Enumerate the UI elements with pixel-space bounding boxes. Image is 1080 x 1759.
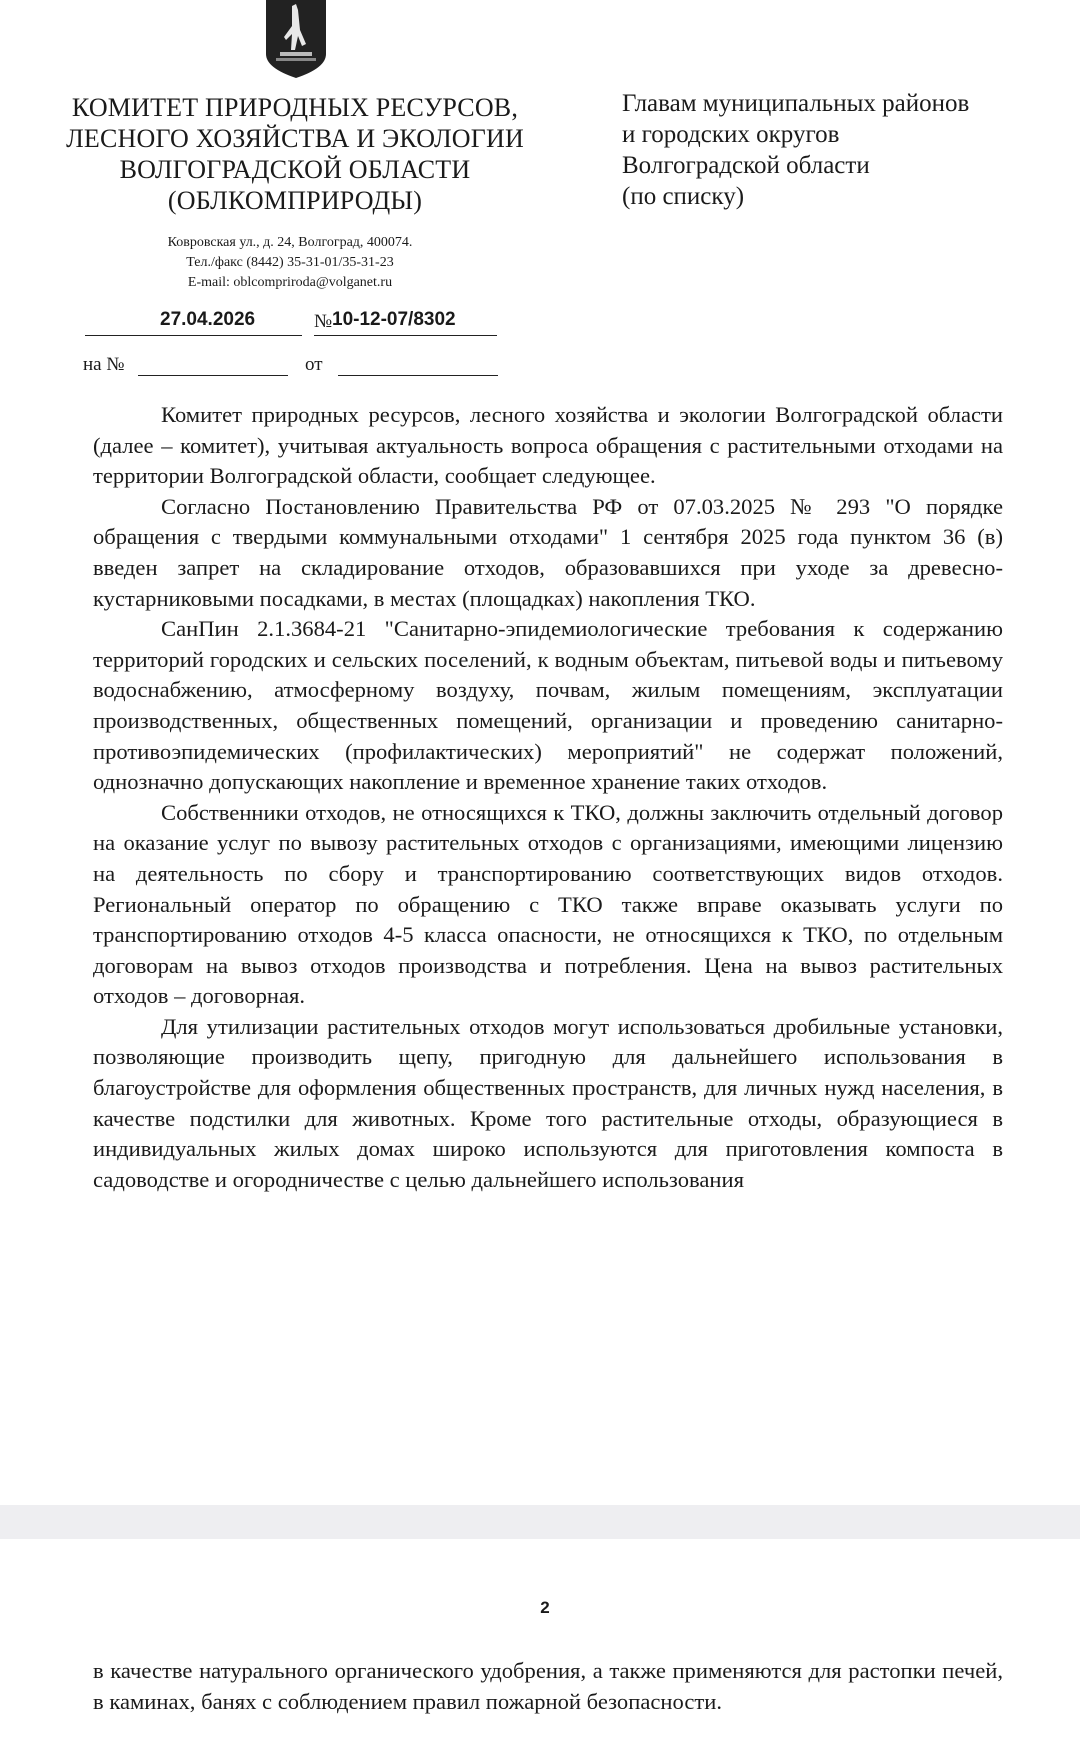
reply-to-label: на № [83, 354, 125, 375]
date-underline [85, 335, 302, 336]
addressee-line: (по списку) [622, 183, 745, 210]
document-number: 10-12-07/8302 [332, 309, 456, 330]
org-line: КОМИТЕТ ПРИРОДНЫХ РЕСУРСОВ, [71, 93, 519, 122]
letter-body [93, 400, 1003, 1195]
page-separator [0, 1505, 1080, 1539]
addressee-line: Волгоградской области [622, 152, 870, 179]
document-page-2 [0, 1539, 1080, 1759]
reply-to-underline [138, 375, 288, 376]
organization-contacts [120, 233, 460, 293]
body-paragraph: Для утилизации растительных отходов могут использоваться дробильные установки, позволяющие производить щепу, пригодную для дальнейшего использования в благоустройстве для оформления общественных пространств, для личных нужд населения, в качестве подстилки для животных. Кроме того растительные отходы, образующиеся в индивидуальных жилых домах широко используются для приготовления компоста в садоводстве и огородничестве с целью дальнейшего использования [93, 1013, 1003, 1192]
body-paragraph: Собственники отходов, не относящихся к ТКО, должны заключить отдельный договор на оказание услуг по вывозу растительных отходов с организациями, имеющими лицензию на деятельность по сбору и транспортированию соответствующих видов отходов. Региональный оператор по обращению с ТКО также вправе оказывать услуги по транспортированию отходов 4-5 класса опасности, не относящихся к ТКО, по отдельным договорам на вывоз отходов производства и потребления. Цена на вывоз растительных отходов – договорная. [93, 799, 1003, 1009]
from-underline [338, 375, 498, 376]
org-line: (ОБЛКОМПРИРОДЫ) [167, 186, 423, 215]
body-paragraph: Комитет природных ресурсов, лесного хозяйства и экологии Волгоградской области (далее – комитет), учитывая актуальность вопроса обращения с растительными отходами на территории Волгоградской области, сообщает следующее. [93, 402, 1003, 489]
number-underline [314, 335, 497, 336]
from-label: от [305, 354, 323, 375]
body-paragraph: в качестве натурального органического удобрения, а также применяются для растопки печей, в каминах, банях с соблюдением правил пожарной безопасности. [93, 1658, 1003, 1714]
phone-line: Тел./факс (8442) 35-31-01/35-31-23 [186, 255, 394, 270]
body-paragraph: Согласно Постановлению Правительства РФ от 07.03.2025 № 293 "О порядке обращения с твердыми коммунальными отходами" 1 сентября 2025 года пунктом 36 (в) введен запрет на складирование отходов, образовавшихся при уходе за древесно-кустарниковыми посадками, в местах (площадках) накопления ТКО. [93, 493, 1003, 611]
document-date: 27.04.2026 [160, 309, 256, 330]
email-line: E-mail: oblcompriroda@volganet.ru [187, 275, 393, 290]
address-line: Ковровская ул., д. 24, Волгоград, 400074. [167, 235, 413, 250]
addressee-line: и городских округов [622, 121, 840, 148]
body-paragraph: СанПин 2.1.3684-21 "Санитарно-эпидемиологические требования к содержанию территорий городских и сельских поселений, к водным объектам, питьевой воды и питьевому водоснабжению, атмосферному воздуху, почвам, жилым помещениям, эксплуатации производственных, общественных помещений, организации и проведению санитарно-противоэпидемических (профилактических) мероприятий" не содержат положений, однозначно допускающих накопление и временное хранение таких отходов. [93, 616, 1003, 795]
coat-of-arms-icon [262, 0, 330, 78]
letter-body-continued [93, 1656, 1003, 1717]
org-line: ВОЛГОГРАДСКОЙ ОБЛАСТИ [119, 155, 471, 184]
org-line: ЛЕСНОГО ХОЗЯЙСТВА И ЭКОЛОГИИ [66, 124, 524, 153]
page-number: 2 [540, 1598, 550, 1617]
addressee-line: Главам муниципальных районов [622, 90, 970, 117]
addressee-block [622, 88, 1042, 212]
organization-name [50, 92, 540, 216]
number-sign: № [314, 311, 333, 332]
